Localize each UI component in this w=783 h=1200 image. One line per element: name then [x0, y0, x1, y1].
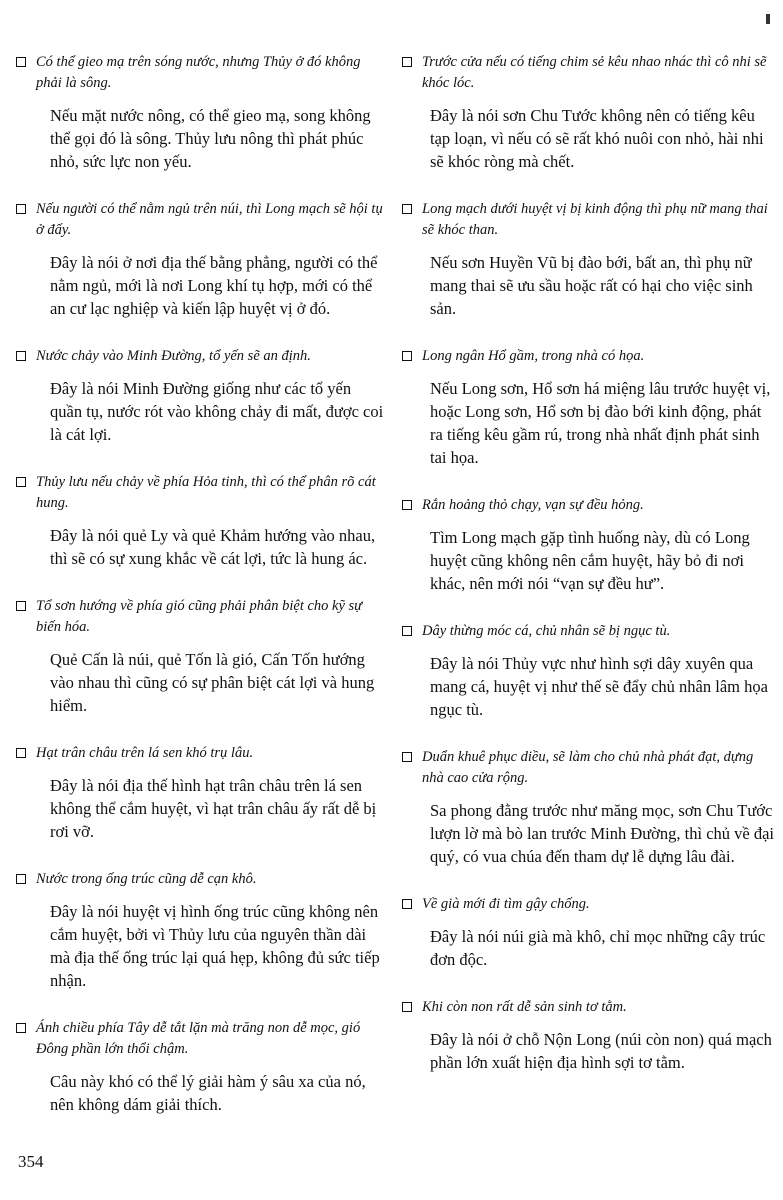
entry-title: Tổ sơn hướng về phía gió cũng phải phân biệt cho kỹ sự biến hóa. — [36, 598, 363, 635]
entry — [402, 747, 774, 868]
checkbox-icon — [16, 601, 26, 611]
page-number: 354 — [18, 1152, 44, 1171]
entry — [402, 199, 774, 320]
entry-heading — [16, 52, 384, 94]
entry — [402, 621, 774, 721]
entry-heading — [402, 997, 774, 1018]
entry — [16, 346, 384, 446]
entry-title: Rắn hoảng thỏ chạy, vạn sự đều hỏng. — [422, 497, 644, 513]
entry-body: Đây là nói huyệt vị hình ống trúc cũng không nên cắm huyệt, bởi vì Thủy lưu của nguyên thần dài mà địa thế ống trúc lại quá hẹp, không đủ sức tiếp nhận. — [50, 902, 380, 990]
entry-title: Nước trong ống trúc cũng dễ cạn khô. — [36, 871, 257, 887]
entry-title: Hạt trân châu trên lá sen khó trụ lâu. — [36, 745, 254, 761]
checkbox-icon — [402, 204, 412, 214]
checkbox-icon — [402, 57, 412, 67]
checkbox-icon — [402, 899, 412, 909]
entry-heading — [402, 346, 774, 367]
checkbox-icon — [16, 874, 26, 884]
entry-body: Câu này khó có thể lý giải hàm ý sâu xa của nó, nên không dám giải thích. — [50, 1072, 366, 1114]
entry — [402, 346, 774, 469]
entry — [16, 869, 384, 992]
entry-heading — [16, 472, 384, 514]
entry-body: Sa phong đằng trước như măng mọc, sơn Chu Tước lượn lờ mà bò lan trước Minh Đường, thì chủ về đại quý, có vua chúa đến tham dự lễ dựng lâu đài. — [430, 801, 775, 866]
checkbox-icon — [16, 1023, 26, 1033]
entry-title: Trước cửa nếu có tiếng chim sẻ kêu nhao nhác thì cô nhi sẽ khóc lóc. — [422, 54, 767, 91]
entry — [402, 52, 774, 173]
entry-heading — [16, 346, 384, 367]
entry-body: Đây là nói ở nơi địa thế bằng phẳng, người có thể nằm ngủ, mới là nơi Long khí tụ hợp, mới có thể an cư lạc nghiệp và kiến lập huyệt vị ở đó. — [50, 253, 378, 318]
entry-title: Dây thừng móc cá, chủ nhân sẽ bị ngục tù. — [422, 623, 671, 639]
entry-body: Đây là nói Minh Đường giống như các tổ yến quần tụ, nước rót vào không chảy đi mất, được coi là cát lợi. — [50, 379, 384, 444]
checkbox-icon — [402, 626, 412, 636]
entry-title: Thủy lưu nếu chảy về phía Hỏa tinh, thì có thể phân rõ cát hung. — [36, 474, 376, 511]
entry — [402, 894, 774, 971]
checkbox-icon — [402, 1002, 412, 1012]
entry — [16, 199, 384, 320]
entry-title: Có thể gieo mạ trên sóng nước, nhưng Thủy ở đó không phải là sông. — [36, 54, 361, 91]
entry-heading — [16, 869, 384, 890]
entry-heading — [16, 743, 384, 764]
entry-body: Nếu Long sơn, Hổ sơn há miệng lâu trước huyệt vị, hoặc Long sơn, Hổ sơn bị đào bới kinh động, phát ra tiếng kêu gầm rú, trong nhà nhất định phát sinh tai họa. — [430, 379, 771, 467]
entry-body: Đây là nói quẻ Ly và quẻ Khảm hướng vào nhau, thì sẽ có sự xung khắc về cát lợi, tức là hung ác. — [50, 526, 376, 568]
entry-title: Nước chảy vào Minh Đường, tổ yến sẽ an định. — [36, 348, 311, 364]
entry — [16, 596, 384, 717]
entry-body: Nếu sơn Huyền Vũ bị đào bới, bất an, thì phụ nữ mang thai sẽ ưu sầu hoặc rất có hại cho việc sinh sản. — [430, 253, 753, 318]
checkbox-icon — [402, 752, 412, 762]
right-column — [402, 52, 774, 1100]
left-column — [16, 52, 384, 1142]
entry — [402, 495, 774, 595]
checkbox-icon — [16, 204, 26, 214]
checkbox-icon — [16, 748, 26, 758]
checkbox-icon — [16, 477, 26, 487]
entry-title: Long ngân Hổ gầm, trong nhà có họa. — [422, 348, 645, 364]
entry-heading — [16, 199, 384, 241]
entry-heading — [16, 1018, 384, 1060]
entry — [16, 743, 384, 843]
checkbox-icon — [16, 351, 26, 361]
entry-body: Đây là nói sơn Chu Tước không nên có tiếng kêu tạp loạn, vì nếu có sẽ rất khó nuôi con nhỏ, hài nhi sẽ khóc ròng mà chết. — [430, 106, 764, 171]
entry-title: Duẩn khuê phục diều, sẽ làm cho chủ nhà phát đạt, dựng nhà cao cửa rộng. — [422, 749, 754, 786]
entry-body: Đây là nói địa thế hình hạt trân châu trên lá sen không thể cắm huyệt, vì hạt trân châu ấy rất dễ bị rơi vỡ. — [50, 776, 377, 841]
entry-heading — [402, 621, 774, 642]
entry-title: Ánh chiều phía Tây dễ tắt lặn mà trăng non dễ mọc, gió Đông phần lớn thổi chậm. — [36, 1020, 361, 1057]
entry-title: Nếu người có thể nằm ngủ trên núi, thì Long mạch sẽ hội tụ ở đấy. — [36, 201, 383, 238]
entry-body: Tìm Long mạch gặp tình huống này, dù có Long huyệt cũng không nên cắm huyệt, hãy bỏ đi nơi khác, nên mới nói “vạn sự đều hư”. — [430, 528, 750, 593]
entry-heading — [402, 495, 774, 516]
checkbox-icon — [16, 57, 26, 67]
entry-title: Khi còn non rất dễ sản sinh tơ tằm. — [422, 999, 627, 1015]
entry-title: Long mạch dưới huyệt vị bị kinh động thì phụ nữ mang thai sẽ khóc than. — [422, 201, 768, 238]
entry-heading — [402, 894, 774, 915]
entry-body: Nếu mặt nước nông, có thể gieo mạ, song không thể gọi đó là sông. Thủy lưu nông thì phát phúc nhỏ, sức lực non yếu. — [50, 106, 371, 171]
entry — [16, 472, 384, 570]
entry-body: Đây là nói núi già mà khô, chỉ mọc những cây trúc đơn độc. — [430, 927, 766, 969]
entry — [16, 1018, 384, 1116]
entry — [16, 52, 384, 173]
entry-heading — [402, 199, 774, 241]
entry-body: Quẻ Cấn là núi, quẻ Tốn là gió, Cấn Tốn hướng vào nhau thì cũng có sự phân biệt cát lợi và hung hiểm. — [50, 650, 375, 715]
entry-body: Đây là nói ở chỗ Nộn Long (núi còn non) quá mạch phần lớn xuất hiện địa hình sợi tơ tằm. — [430, 1030, 772, 1072]
entry-heading — [402, 52, 774, 94]
entry-heading — [16, 596, 384, 638]
entry-body: Đây là nói Thủy vực như hình sợi dây xuyên qua mang cá, huyệt vị như thế sẽ đẩy chủ nhân lâm họa ngục tù. — [430, 654, 768, 719]
corner-mark — [766, 14, 770, 24]
entry — [402, 997, 774, 1074]
entry-heading — [402, 747, 774, 789]
checkbox-icon — [402, 351, 412, 361]
entry-title: Về già mới đi tìm gậy chống. — [422, 896, 590, 912]
checkbox-icon — [402, 500, 412, 510]
